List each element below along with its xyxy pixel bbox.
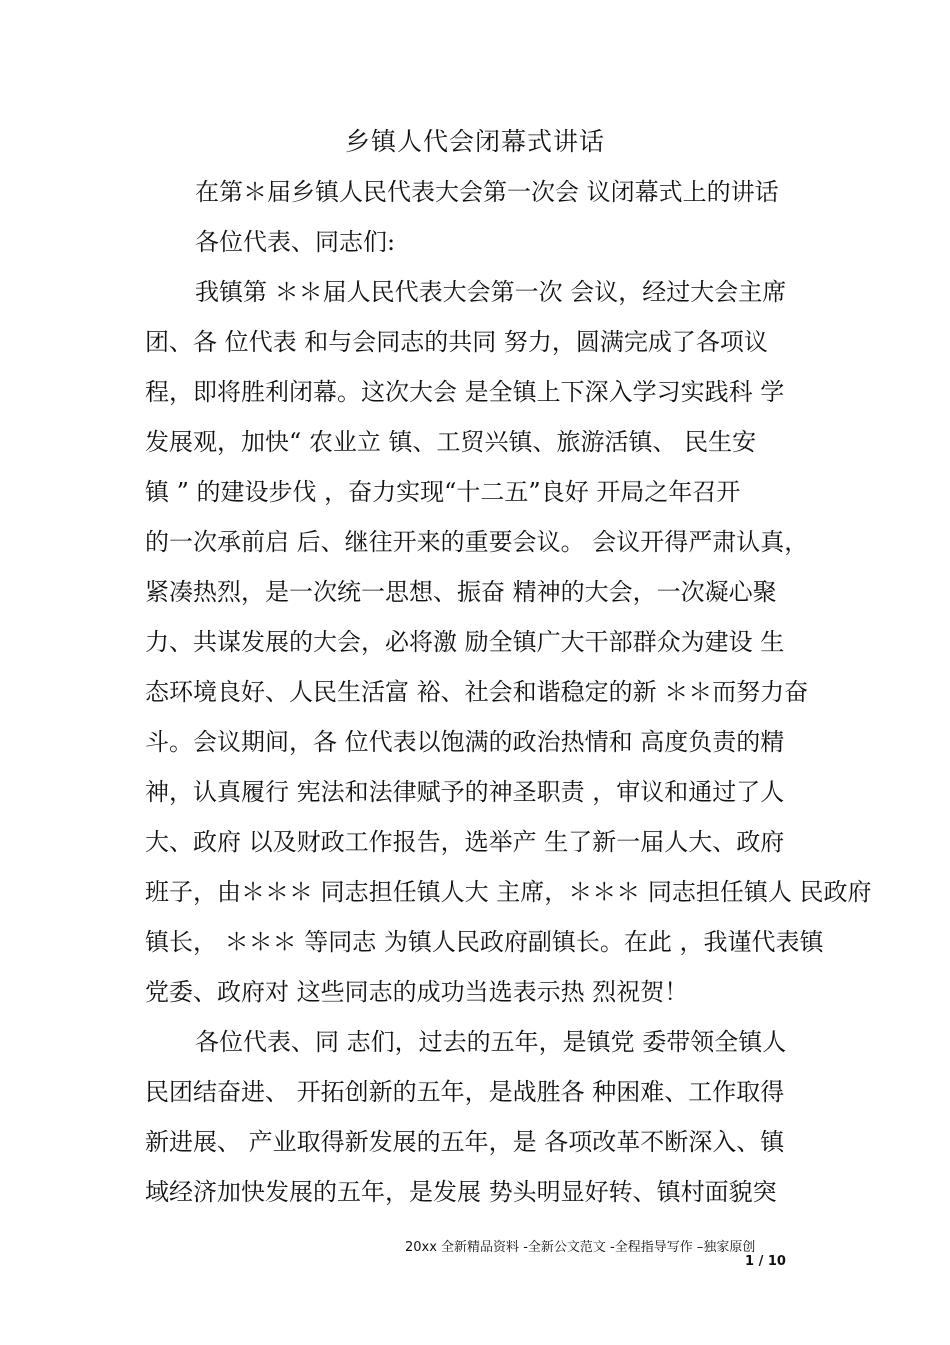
document-title: 乡镇人代会闭幕式讲话 <box>344 127 605 156</box>
text-line: 斗。会议期间，各 位代表以饱满的政治热情和 高度负责的精 <box>145 728 785 756</box>
text-line: 程，即将胜利闭幕。这次大会 是全镇上下深入学习实践科 学 <box>145 378 785 406</box>
text-line: 发展观，加快“ 农业立 镇、工贸兴镇、旅游活镇、 民生安 <box>145 428 757 456</box>
text-line: 在第＊届乡镇人民代表大会第一次会 议闭幕式上的讲话 <box>195 178 779 206</box>
page-number: 1 / 10 <box>745 1254 786 1269</box>
text-line: 紧凑热烈，是一次统一思想、振奋 精神的大会，一次凝心聚 <box>145 578 777 606</box>
text-line: 大、政府 以及财政工作报告，选举产 生了新一届人大、政府 <box>145 828 785 856</box>
footer-text: 20xx 全新精品资料 -全新公文范文 -全程指导写作 –独家原创 <box>405 1240 756 1255</box>
text-line: 镇 ” 的建设步伐 ，奋力实现“十二五”良好 开局之年召开 <box>145 478 741 506</box>
text-line: 班子，由＊＊＊ 同志担任镇人大 主席，＊＊＊ 同志担任镇人 民政府 <box>145 878 872 906</box>
text-line: 新进展、 产业取得新发展的五年，是 各项改革不断深入、镇 <box>145 1128 785 1156</box>
text-line: 各位代表、同 志们，过去的五年，是镇党 委带领全镇人 <box>195 1028 787 1056</box>
text-line: 神，认真履行 宪法和法律赋予的神圣职责 ，审议和通过了人 <box>145 778 785 806</box>
text-line: 各位代表、同志们: <box>195 228 396 256</box>
text-line: 民团结奋进、 开拓创新的五年，是战胜各 种困难、工作取得 <box>145 1078 785 1106</box>
text-line: 党委、政府对 这些同志的成功当选表示热 烈祝贺！ <box>145 978 689 1006</box>
text-line: 我镇第 ＊＊届人民代表大会第一次 会议，经过大会主席 <box>195 278 787 306</box>
text-line: 域经济加快发展的五年，是发展 势头明显好转、镇村面貌突 <box>145 1178 777 1206</box>
text-line: 的一次承前启 后、继往开来的重要会议。 会议开得严肃认真， <box>145 528 809 556</box>
text-line: 团、各 位代表 和与会同志的共同 努力，圆满完成了各项议 <box>145 328 768 356</box>
text-line: 态环境良好、人民生活富 裕、社会和谐稳定的新 ＊＊而努力奋 <box>145 678 809 706</box>
text-line: 镇长， ＊＊＊ 等同志 为镇人民政府副镇长。在此 ，我谨代表镇 <box>145 928 824 956</box>
text-line: 力、共谋发展的大会，必将激 励全镇广大干部群众为建设 生 <box>145 628 785 656</box>
